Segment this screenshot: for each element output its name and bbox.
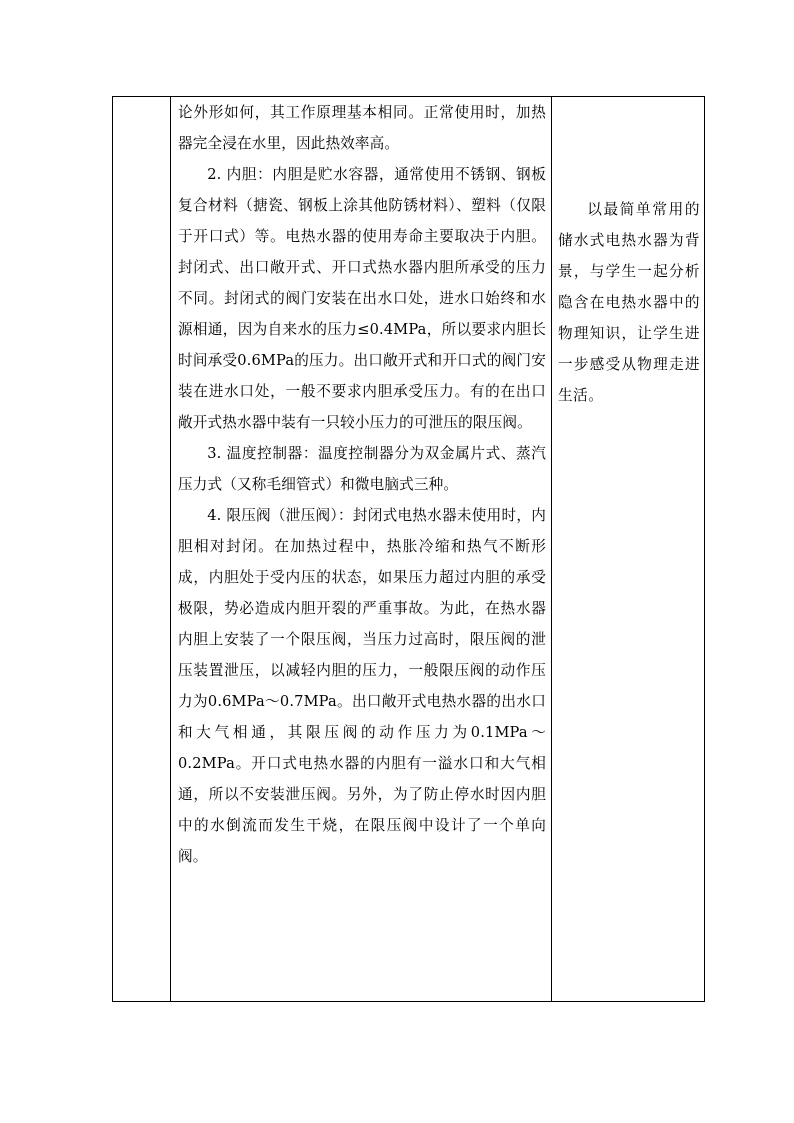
content-cell: [171, 97, 552, 1002]
paragraph-heater-principle: 论外形如何，其工作原理基本相同。正常使用时，加热器完全浸在水里，因此热效率高。: [178, 104, 546, 152]
lesson-table: [112, 96, 705, 1002]
blank-first-column: [113, 97, 171, 1002]
side-note-text: 以最简单常用的储水式电热水器为背景，与学生一起分析隐含在电热水器中的物理知识，让学生进一步感受从物理走进生活。: [558, 201, 700, 404]
paragraph-pressure-valve: 4. 限压阀（泄压阀）：封闭式电热水器未使用时，内胆相对封闭。在加热过程中，热胀冷缩和热气不断形成，内胆处于受内压的状态，如果压力超过内胆的承受极限，势必造成内胆开裂的严重事故。为此，在热水器内胆上安装了一个限压阀，当压力过高时，限压阀的泄压装置泄压，以减轻内胆的压力，一般限压阀的动作压力为0.6MPa～0.7MPa。出口敞开式电热水器的出水口和大气相通，其限压阀的动作压力为0.1MPa～0.2MPa。开口式电热水器的内胆有一溢水口和大气相通，所以不安装泄压阀。另外，为了防止停水时因内胆中的水倒流而发生干烧，在限压阀中设计了一个单向阀。: [178, 507, 546, 865]
paragraph-inner-tank: 2. 内胆：内胆是贮水容器，通常使用不锈钢、钢板复合材料（搪瓷、钢板上涂其他防锈材料）、塑料（仅限于开口式）等。电热水器的使用寿命主要取决于内胆。封闭式、出口敞开式、开口式热水器内胆所承受的压力不同。封闭式的阀门安装在出水口处，进水口始终和水源相通，因为自来水的压力≤0.4MPa，所以要求内胆长时间承受0.6MPa的压力。出口敞开式和开口式的阀门安装在进水口处，一般不要求内胆承受压力。有的在出口敞开式热水器中装有一只较小压力的可泄压的限压阀。: [178, 166, 546, 431]
design-intent-cell: [552, 97, 705, 1002]
table-row: [113, 97, 705, 1002]
paragraph-thermostat: 3. 温度控制器：温度控制器分为双金属片式、蒸汽压力式（又称毛细管式）和微电脑式三种。: [178, 445, 546, 493]
